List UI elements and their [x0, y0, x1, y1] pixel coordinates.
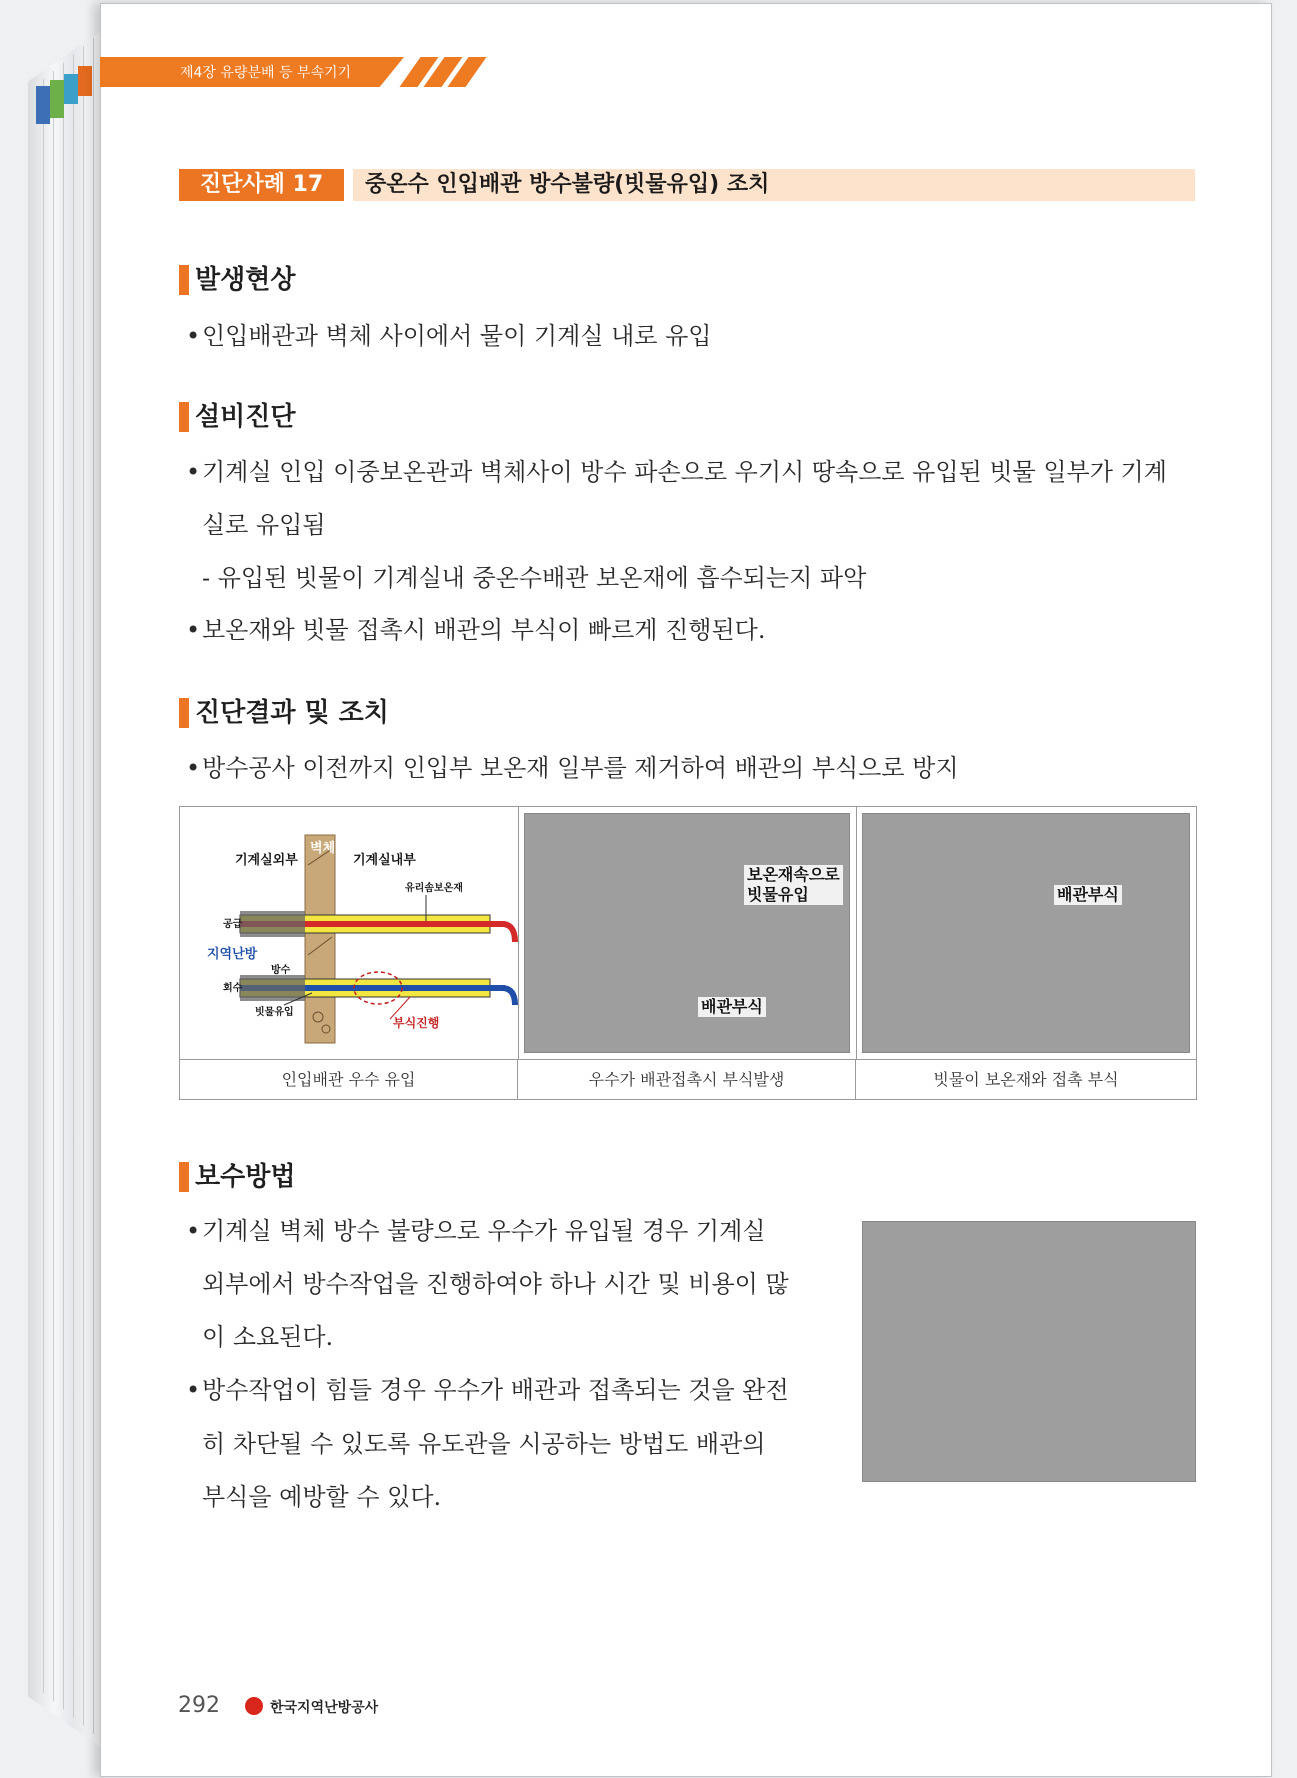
label-pipe-corrosion: 배관부식	[698, 997, 766, 1017]
section-heading-occurrence: 발생현상	[179, 265, 295, 295]
label-inflow-line1: 보온재속으로	[747, 865, 840, 884]
page-number: 292	[178, 1693, 220, 1718]
label-rain-inflow: 빗물유입	[255, 1007, 294, 1018]
chapter-tab-green	[50, 80, 64, 118]
list-item: •기계실 벽체 방수 불량으로 우수가 유입될 경우 기계실	[186, 1217, 766, 1245]
label-wall: 벽체	[310, 841, 336, 856]
caption-photo-inflow: 우수가 배관접촉시 부식발생	[518, 1059, 856, 1100]
chapter-tab-teal	[64, 74, 78, 104]
figure-cell-photo-corrosion	[856, 807, 1196, 1059]
bullet-continuation: 히 차단될 수 있도록 유도관을 시공하는 방법도 배관의	[202, 1430, 766, 1458]
list-item: •보온재와 빗물 접촉시 배관의 부식이 빠르게 진행된다.	[186, 616, 766, 644]
photo-insulation-inflow	[524, 813, 850, 1053]
sub-bullet: - 유입된 빗물이 기계실내 중온수배관 보온재에 흡수되는지 파악	[202, 564, 867, 592]
label-inflow-line2: 빗물유입	[747, 885, 809, 904]
company-logo-icon	[245, 1697, 263, 1715]
bullet-text: 보온재와 빗물 접촉시 배관의 부식이 빠르게 진행된다.	[202, 616, 766, 644]
list-item: •기계실 인입 이중보온관과 벽체사이 방수 파손으로 우기시 땅속으로 유입된 빗물 일부가 기계	[186, 458, 1167, 486]
label-corrosion: 부식진행	[393, 1016, 440, 1030]
bullet-text: 인입배관과 벽체 사이에서 물이 기계실 내로 유입	[202, 322, 712, 350]
bullet-continuation: 부식을 예방할 수 있다.	[202, 1483, 442, 1511]
case-title: 중온수 인입배관 방수불량(빗물유입) 조치	[353, 169, 1195, 201]
label-outside: 기계실외부	[235, 853, 298, 868]
label-return: 회수	[223, 983, 243, 994]
label-inflow	[744, 865, 843, 905]
label-insulation: 유리솜보온재	[405, 883, 463, 894]
label-inside: 기계실내부	[353, 853, 416, 868]
list-item: •인입배관과 벽체 사이에서 물이 기계실 내로 유입	[186, 322, 712, 350]
list-item: •방수작업이 힘들 경우 우수가 배관과 접촉되는 것을 완전	[186, 1376, 789, 1404]
chapter-tab-orange	[78, 66, 92, 96]
label-district-heating: 지역난방	[207, 947, 258, 962]
bullet-continuation: 외부에서 방수작업을 진행하여야 하나 시간 및 비용이 많	[202, 1270, 789, 1298]
page-edges	[34, 36, 96, 1736]
label-supply: 공급	[223, 919, 243, 930]
bullet-text: 방수작업이 힘들 경우 우수가 배관과 접촉되는 것을 완전	[202, 1376, 789, 1404]
section-heading-diagnosis: 설비진단	[179, 402, 295, 432]
chapter-title: 제4장 유량분배 등 부속기기	[180, 65, 352, 81]
section-heading-result: 진단결과 및 조치	[179, 698, 389, 728]
chapter-tab-blue	[36, 86, 50, 124]
bullet-text: 기계실 인입 이중보온관과 벽체사이 방수 파손으로 우기시 땅속으로 유입된 빗물 일부가 기계	[202, 458, 1167, 486]
figure-table	[179, 806, 1197, 1100]
photo-pipe-corrosion	[862, 813, 1190, 1053]
label-pipe-corrosion-2: 배관부식	[1054, 885, 1122, 905]
label-waterproof: 방수	[271, 965, 291, 976]
case-number: 진단사례 17	[179, 169, 344, 201]
figure-cell-photo-inflow	[518, 807, 857, 1059]
figure-cell-diagram	[180, 807, 519, 1059]
caption-photo-corrosion: 빗물이 보온재와 접촉 부식	[856, 1059, 1196, 1100]
caption-diagram: 인입배관 우수 유입	[180, 1059, 518, 1100]
bullet-text: 방수공사 이전까지 인입부 보온재 일부를 제거하여 배관의 부식으로 방지	[202, 754, 959, 782]
section-heading-repair: 보수방법	[179, 1162, 295, 1192]
bullet-continuation: 실로 유입됨	[202, 511, 326, 539]
bullet-text: 기계실 벽체 방수 불량으로 우수가 유입될 경우 기계실	[202, 1217, 766, 1245]
photo-guide-pipe	[862, 1221, 1196, 1482]
company-name: 한국지역난방공사	[270, 1700, 379, 1716]
bullet-continuation: 이 소요된다.	[202, 1323, 334, 1351]
list-item: •방수공사 이전까지 인입부 보온재 일부를 제거하여 배관의 부식으로 방지	[186, 754, 959, 782]
